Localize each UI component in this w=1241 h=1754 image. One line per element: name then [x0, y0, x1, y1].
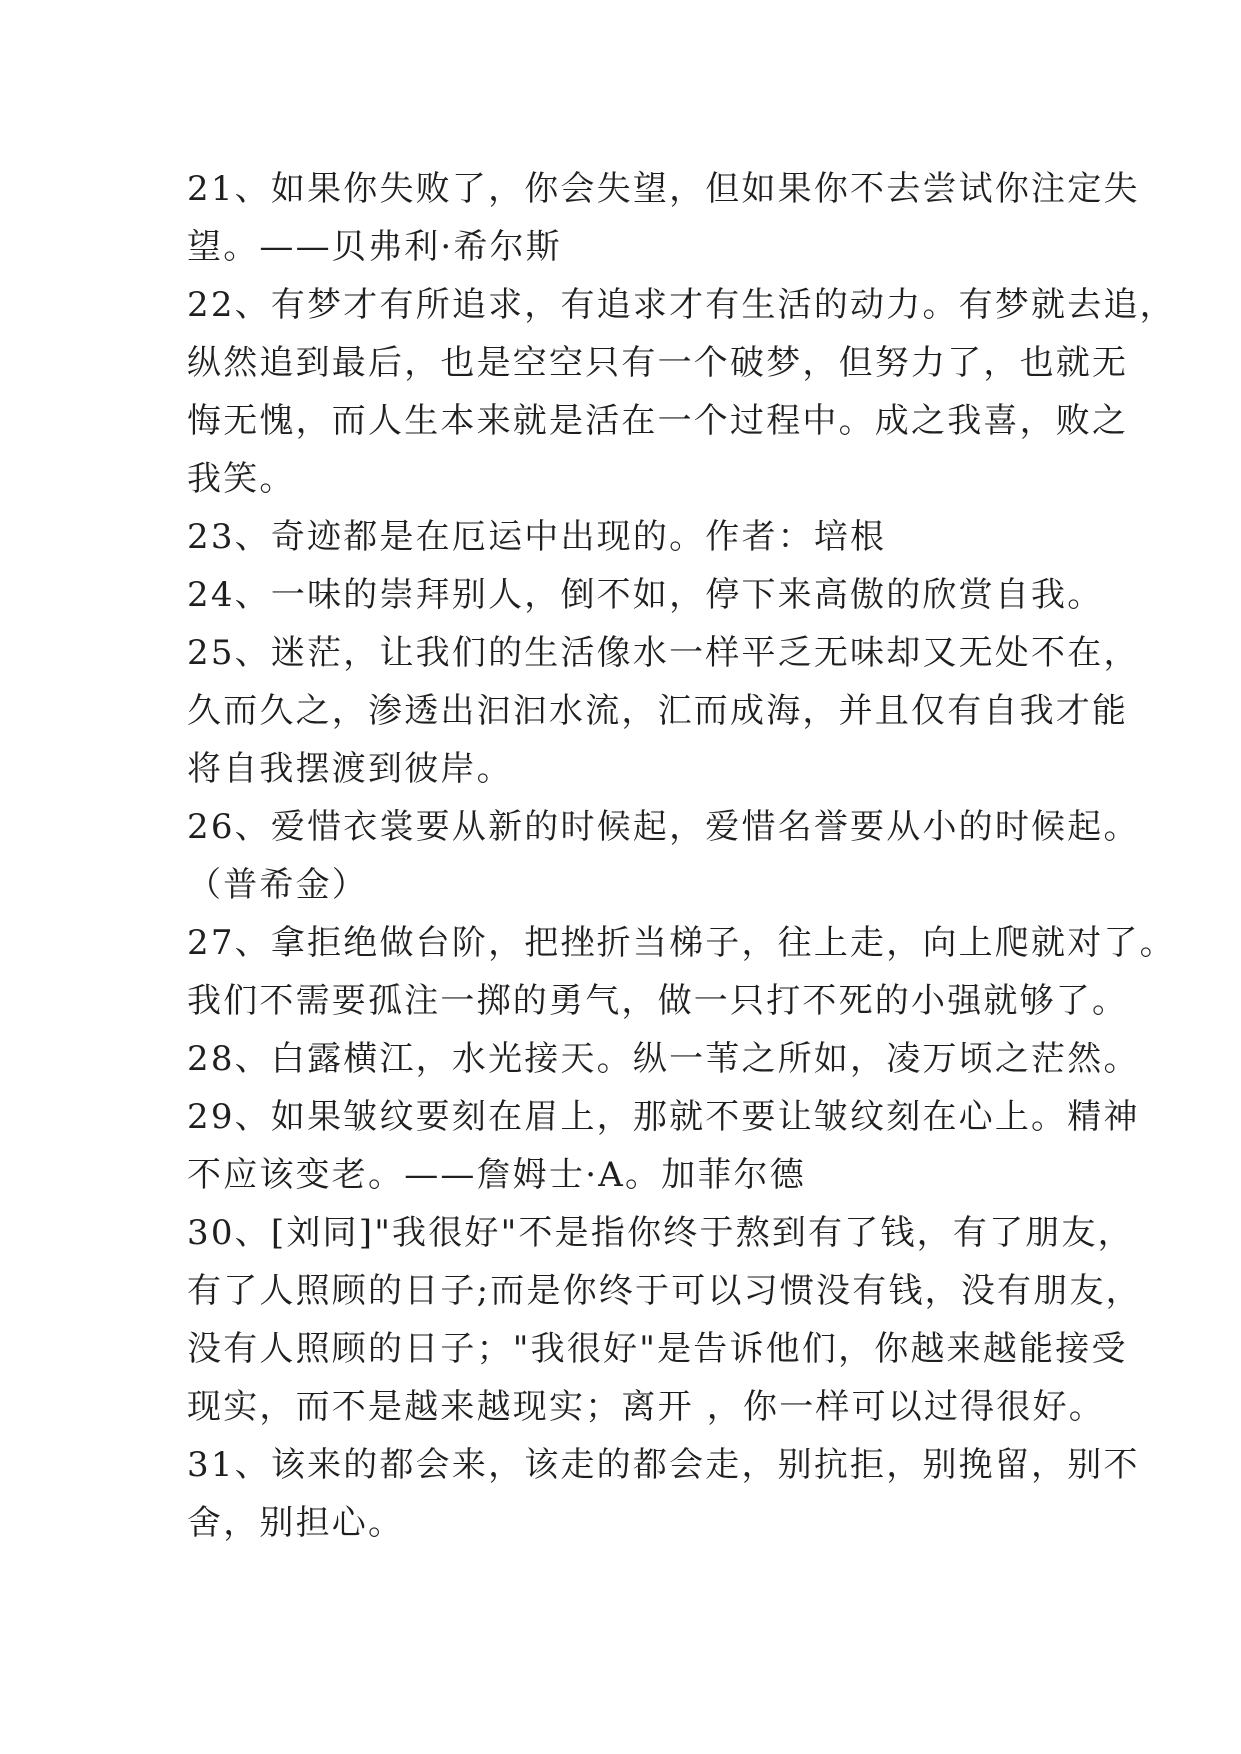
text-line: 27、拿拒绝做台阶，把挫折当梯子，往上走，向上爬就对了。 [187, 923, 1176, 963]
text-line: 舍，别担心。 [187, 1503, 405, 1543]
text-line: 24、一味的崇拜别人，倒不如，停下来高傲的欣赏自我。 [187, 575, 1104, 615]
text-line: 31、该来的都会来，该走的都会走，别抗拒，别挽留，别不 [187, 1445, 1140, 1485]
text-line: 25、迷茫，让我们的生活像水一样平乏无味却又无处不在， [187, 633, 1140, 673]
text-line: 23、奇迹都是在厄运中出现的。作者：培根 [187, 517, 887, 557]
text-line: 现实，而不是越来越现实；离开 ，你一样可以过得很好。 [187, 1387, 1106, 1427]
text-line: 26、爱惜衣裳要从新的时候起，爱惜名誉要从小的时候起。 [187, 807, 1140, 847]
text-line: 悔无愧，而人生本来就是活在一个过程中。成之我喜，败之 [187, 401, 1129, 441]
quote-list [187, 160, 1176, 1552]
text-line: 22、有梦才有所追求，有追求才有生活的动力。有梦就去追， [187, 285, 1176, 325]
text-line: 将自我摆渡到彼岸。 [187, 749, 513, 789]
text-line: 我们不需要孤注一掷的勇气，做一只打不死的小强就够了。 [187, 981, 1129, 1021]
text-line: 29、如果皱纹要刻在眉上，那就不要让皱纹刻在心上。精神 [187, 1097, 1140, 1137]
text-line: 不应该变老。——詹姆士·A。加菲尔德 [187, 1155, 806, 1195]
text-line: 21、如果你失败了，你会失望，但如果你不去尝试你注定失 [187, 169, 1140, 209]
text-line: （普希金） [187, 865, 368, 905]
text-line: 久而久之，渗透出汩汩水流，汇而成海，并且仅有自我才能 [187, 691, 1129, 731]
text-line: 没有人照顾的日子；"我很好"是告诉他们，你越来越能接受 [187, 1329, 1128, 1369]
text-line: 我笑。 [187, 459, 296, 499]
text-line: 有了人照顾的日子;而是你终于可以习惯没有钱，没有朋友， [187, 1271, 1142, 1311]
text-line: 纵然追到最后，也是空空只有一个破梦，但努力了，也就无 [187, 343, 1129, 383]
text-line: 28、白露横江，水光接天。纵一苇之所如，凌万顷之茫然。 [187, 1039, 1140, 1079]
text-line: 30、[刘同]"我很好"不是指你终于熬到有了钱，有了朋友， [187, 1213, 1134, 1253]
text-line: 望。——贝弗利·希尔斯 [187, 227, 563, 267]
